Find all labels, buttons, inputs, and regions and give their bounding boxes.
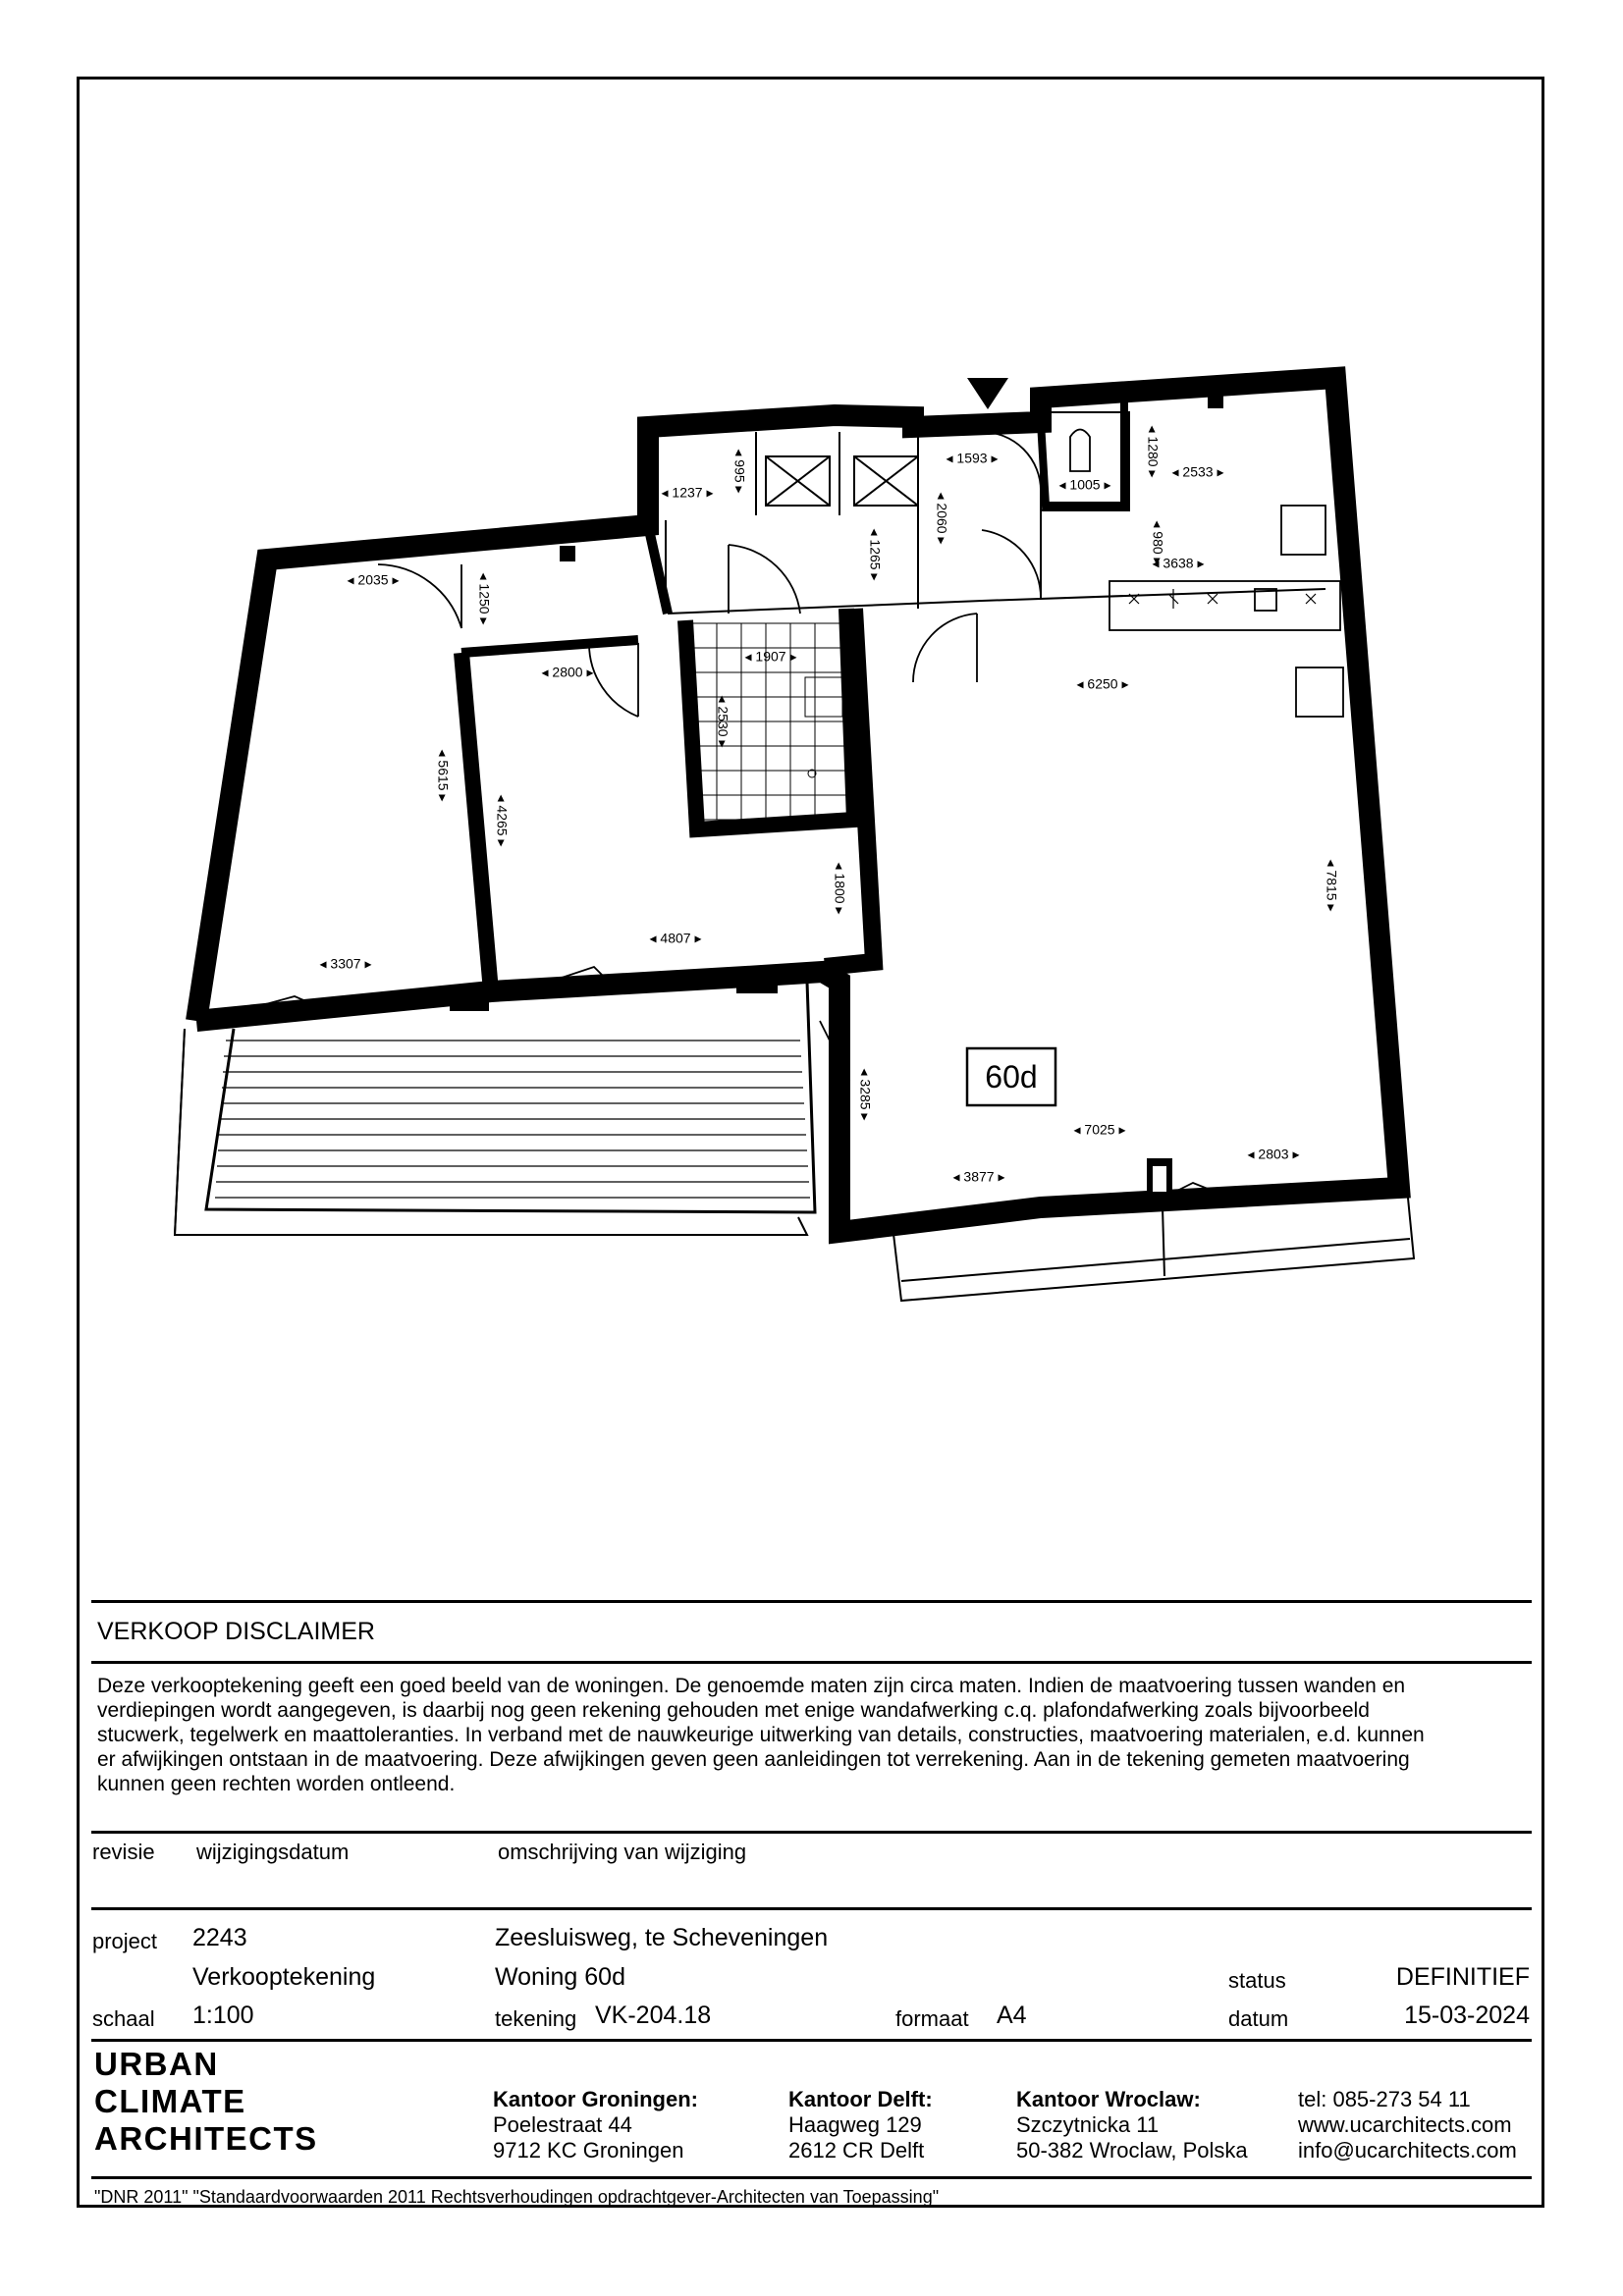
column-mid	[736, 972, 778, 993]
office-delft	[788, 2087, 933, 2163]
status-value: DEFINITIEF	[1395, 1963, 1530, 1991]
dimension-label: ◂ 995 ▸	[731, 449, 748, 494]
dimension-label: ◂ 4807 ▸	[649, 930, 702, 946]
contact-website: www.ucarchitects.com	[1298, 2112, 1512, 2137]
dimension-label: ◂ 6250 ▸	[1076, 675, 1129, 692]
disclaimer-line: kunnen geen rechten worden ontleend.	[97, 1773, 456, 1795]
disclaimer-line: verdiepingen wordt aangegeven, is daarbij nog geen rekening gehouden met enige wandafwerking c.q. plafondafwerking zoals bijvoorbeeld	[97, 1699, 1370, 1722]
office-postcode: 9712 KC Groningen	[493, 2138, 684, 2163]
rule	[91, 2176, 1532, 2179]
dimension-label: ◂ 1907 ▸	[744, 648, 797, 665]
logo-line: ARCHITECTS	[94, 2120, 318, 2157]
format-label: formaat	[895, 2006, 969, 2031]
balcony-left-outline	[175, 1029, 807, 1235]
dimension-label: ◂ 3307 ▸	[319, 955, 372, 972]
dimension-label: ◂ 1265 ▸	[867, 528, 884, 581]
unit-label: 60d	[985, 1059, 1038, 1095]
dimension-label: ◂ 1593 ▸	[946, 450, 999, 466]
balcony-right-rail	[901, 1239, 1410, 1281]
dimension-label: ◂ 2060 ▸	[934, 492, 950, 545]
scale-value: 1:100	[192, 2002, 254, 2029]
office-address: Haagweg 129	[788, 2112, 922, 2137]
office-address: Szczytnicka 11	[1016, 2112, 1160, 2137]
contact-email: info@ucarchitects.com	[1298, 2138, 1517, 2163]
rule	[91, 1907, 1532, 1910]
office-address: Poelestraat 44	[493, 2112, 632, 2137]
dimension-label: ◂ 5615 ▸	[435, 749, 452, 802]
wall-bedroom1	[461, 653, 491, 991]
logo-line: CLIMATE	[94, 2083, 246, 2119]
scale-label: schaal	[92, 2006, 155, 2031]
dimension-label: ◂ 2035 ▸	[347, 571, 400, 588]
dwelling-name: Woning 60d	[495, 1963, 625, 1991]
format-value: A4	[997, 2002, 1027, 2029]
office-title: Kantoor Wroclaw:	[1016, 2087, 1201, 2111]
project-name: Zeesluisweg, te Scheveningen	[495, 1924, 829, 1951]
rule	[91, 1831, 1532, 1834]
dimension-label: ◂ 2533 ▸	[1171, 463, 1224, 480]
floor-plan	[147, 353, 1434, 1345]
dimension-label: ◂ 3877 ▸	[952, 1168, 1005, 1185]
revision-col-datum: wijzigingsdatum	[196, 1840, 350, 1864]
revision-col-revisie: revisie	[92, 1840, 155, 1864]
office-title: Kantoor Groningen:	[493, 2087, 698, 2111]
rule	[91, 1600, 1532, 1603]
office-groningen	[493, 2087, 698, 2163]
disclaimer-title: VERKOOP DISCLAIMER	[97, 1618, 375, 1645]
balcony-divider	[1163, 1207, 1164, 1276]
dimension-label: ◂ 2530 ▸	[715, 695, 731, 748]
wall-bedroom2-top	[461, 640, 638, 653]
dimension-label: ◂ 7025 ▸	[1073, 1121, 1126, 1138]
rule	[91, 2039, 1532, 2042]
drawing-number: VK-204.18	[595, 2002, 712, 2029]
deck-planks	[215, 1041, 810, 1198]
office-postcode: 50-382 Wroclaw, Polska	[1016, 2138, 1248, 2163]
dimension-label: ◂ 7815 ▸	[1324, 859, 1340, 912]
disclaimer-line: er afwijkingen ontstaan in de maatvoering. Deze afwijkingen geven geen aanleidingen tot verrekening. Aan in de tekening gemeten maatvoering	[97, 1748, 1410, 1771]
balcony-left-edge	[175, 1029, 185, 1235]
dimension-label: ◂ 2803 ▸	[1247, 1146, 1300, 1162]
contact-info	[1298, 2087, 1517, 2163]
vent-marker	[560, 546, 575, 561]
project-label: project	[92, 1929, 158, 1953]
dimension-label: ◂ 1005 ▸	[1058, 476, 1111, 493]
dimension-label: ◂ 980 ▸	[1150, 520, 1166, 565]
dimension-label: ◂ 1237 ▸	[661, 484, 714, 501]
dimension-label: ◂ 3638 ▸	[1152, 555, 1205, 571]
dimension-label: ◂ 1250 ▸	[476, 572, 493, 625]
date-value: 15-03-2024	[1404, 2002, 1530, 2029]
rule	[91, 1661, 1532, 1664]
wall-bathroom	[685, 609, 854, 829]
logo-line: URBAN	[94, 2046, 219, 2082]
status-label: status	[1228, 1968, 1286, 1993]
office-postcode: 2612 CR Delft	[788, 2138, 925, 2163]
office-title: Kantoor Delft:	[788, 2087, 933, 2111]
dimension-label: ◂ 3285 ▸	[857, 1068, 874, 1121]
dimension-label: ◂ 1800 ▸	[832, 862, 848, 915]
dimension-label: ◂ 1280 ▸	[1145, 425, 1162, 478]
disclaimer-text	[97, 1674, 1521, 1796]
revision-col-omschrijving: omschrijving van wijziging	[498, 1840, 747, 1864]
column-left	[450, 989, 489, 1011]
drawing-type: Verkooptekening	[192, 1963, 376, 1991]
contact-phone: tel: 085-273 54 11	[1298, 2087, 1471, 2111]
office-wroclaw	[1016, 2087, 1248, 2163]
dimension-label: ◂ 4265 ▸	[494, 794, 511, 847]
company-logo	[94, 2046, 318, 2158]
date-label: datum	[1228, 2006, 1289, 2031]
drawing-number-label: tekening	[495, 2006, 577, 2031]
shafts	[766, 456, 918, 506]
dimension-label: ◂ 2800 ▸	[541, 664, 594, 680]
footer-note: "DNR 2011" "Standaardvoorwaarden 2011 Rechtsverhoudingen opdrachtgever-Architecten van Toepassing"	[94, 2187, 940, 2207]
entrance-arrow-icon	[967, 378, 1008, 409]
vent-marker	[1208, 393, 1223, 408]
disclaimer-line: Deze verkooptekening geeft een goed beeld van de woningen. De genoemde maten zijn circa maten. Indien de maatvoering tussen wanden en	[97, 1675, 1406, 1697]
project-number: 2243	[192, 1924, 247, 1951]
disclaimer-line: stucwerk, tegelwerk en maattoleranties. In verband met de nauwkeurige uitwerking van details, constructies, maatvoering materialen, e.d. kunnen	[97, 1724, 1425, 1746]
